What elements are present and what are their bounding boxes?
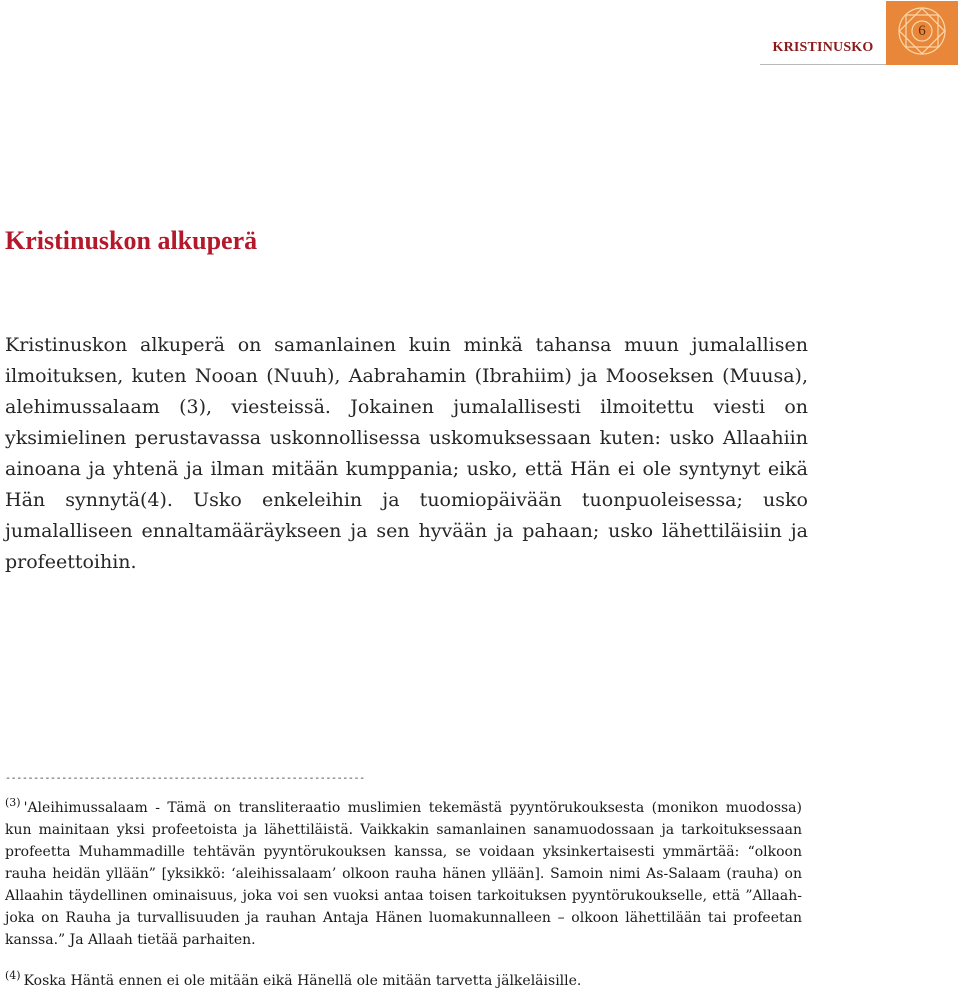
page-number: 6 — [918, 23, 926, 39]
body-paragraph: Kristinuskon alkuperä on samanlainen kuin minkä tahansa muun jumalallisen ilmoituksen, kuten Nooan (Nuuh), Aabrahamin (Ibrahiim) ja Mooseksen (Muusa), alehimussalaam (3), viesteissä. Jokainen jumalallisesti ilmoitettu viesti on yksimielinen perustavassa uskonnollisessa uskomuksessaan kuten: usko Allaahiin ainoana ja yhtenä ja ilman mitään kumppania; usko, että Hän ei ole syntynyt eikä Hän synnytä(4). Usko enkeleihin ja tuomiopäivään tuonpuoleisessa; usko jumalalliseen ennaltamääräykseen ja sen hyvään ja pahaan; usko lähettiläisiin ja profeettoihin. — [5, 334, 808, 573]
footnote-4 — [5, 970, 802, 992]
footnote-marker: (3) — [5, 796, 21, 810]
footnote-text: 'Aleihimussalaam - Tämä on transliteraatio muslimien tekemästä pyyntörukouksesta (monikon muodossa) kun mainitaan yksi profeetoista ja lähettiläistä. Vaikkakin samanlainen sanamuodossaan ja tarkoituksessaan profeetta Muhammadille tehtävän pyyntörukouksen kanssa, se voidaan yksinkertaisesti ymmärtää: “olkoon rauha heidän yllään” [yksikkö: ‘aleihissalaam’ olkoon rauha hänen yllään]. Samoin nimi As-Salaam (rauha) on Allaahin täydellinen ominaisuus, joka voi sen vuoksi antaa toisen tarkoituksen pyyntörukoukselle, että ”Allaah- joka on Rauha ja turvallisuuden ja rauhan Antaja Hänen luomakunnalleen – olkoon lähettilään tai profeetan kanssa.” Ja Allaah tietää parhaiten. — [5, 800, 802, 948]
footnote-3 — [5, 797, 802, 951]
page-badge — [886, 1, 958, 65]
footnote-text: Koska Häntä ennen ei ole mitään eikä Hänellä ole mitään tarvetta jälkeläisille. — [23, 973, 582, 989]
footnote-marker: (4) — [5, 969, 21, 983]
footnote-divider: ---------------------------------------------------------------- — [5, 773, 365, 784]
header-rule — [760, 64, 886, 65]
header-title: KRISTINUSKO — [772, 40, 874, 55]
chapter-title: Kristinuskon alkuperä — [5, 226, 258, 255]
